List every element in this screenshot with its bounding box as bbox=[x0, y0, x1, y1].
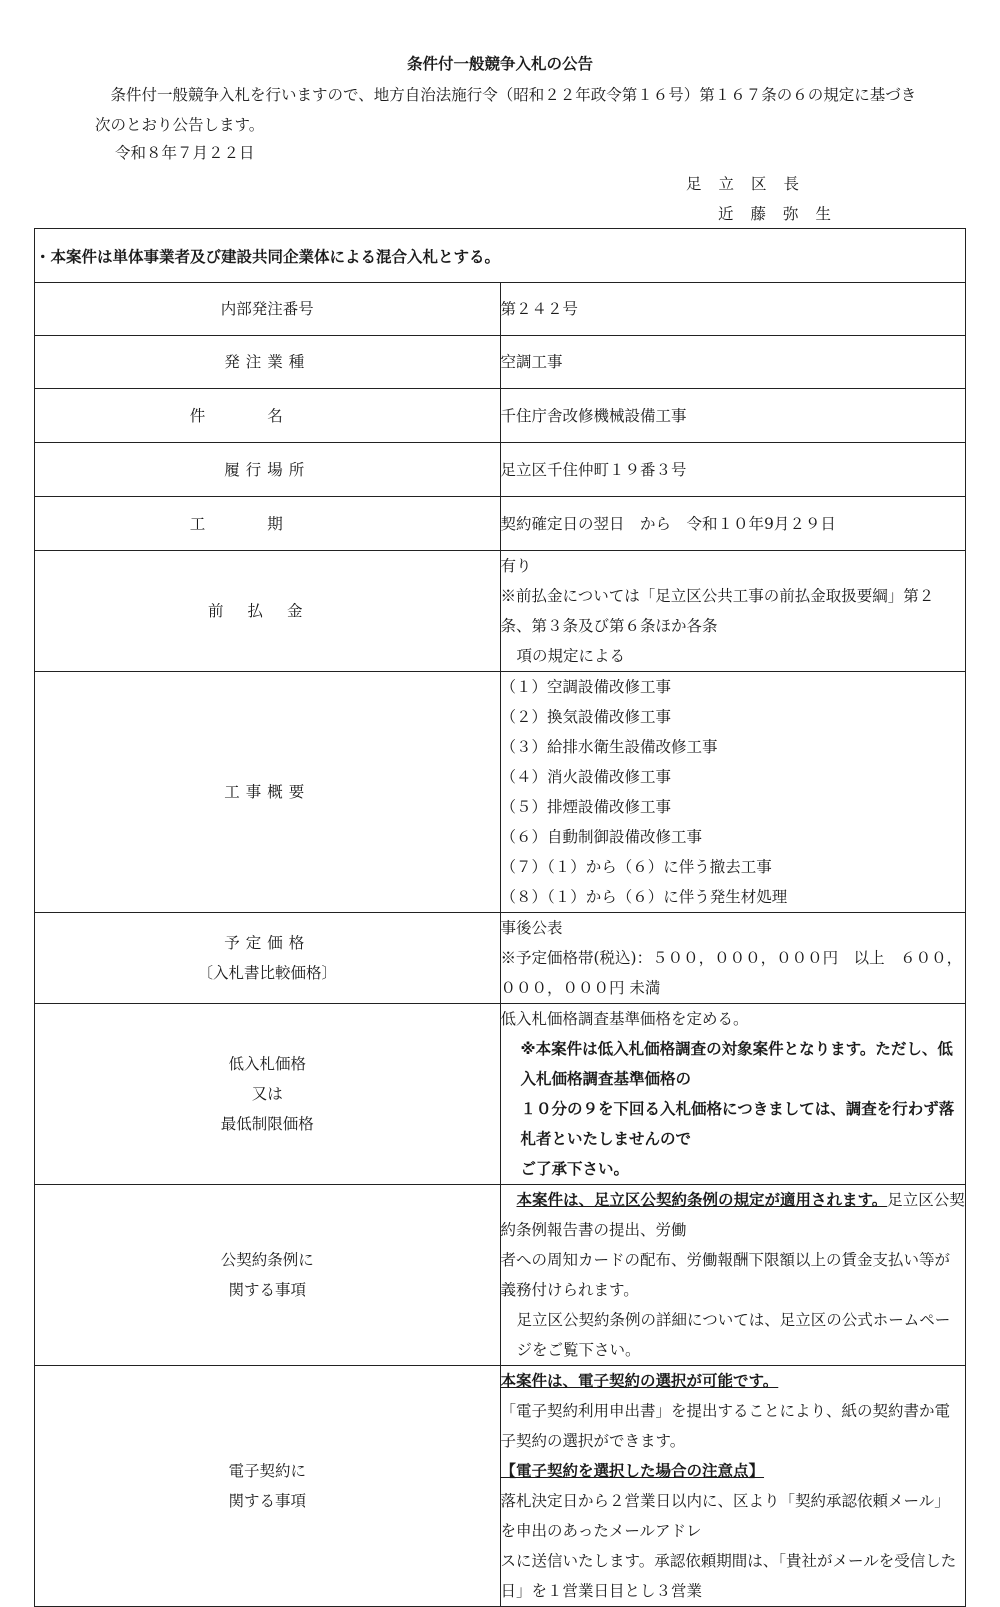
econtract-cell bbox=[500, 1366, 966, 1607]
overview-item: （２）換気設備改修工事 bbox=[500, 708, 672, 726]
issuer-name: 近藤弥生 bbox=[718, 205, 849, 223]
overview-item: （８）（１）から（６）に伴う発生材処理 bbox=[500, 888, 788, 906]
econtract-text-2: 落札決定日から２営業日以内に、区より「契約承認依頼メール」を申出のあったメールアドレ bbox=[500, 1492, 950, 1540]
overview-item: （７）（１）から（６）に伴う撤去工事 bbox=[500, 858, 772, 876]
overview-item: （３）給排水衛生設備改修工事 bbox=[500, 738, 718, 756]
overview-label: 工事概要 bbox=[35, 672, 501, 913]
low-bid-note-2: １０分の９を下回る入札価格につきましては、調査を行わず落札者といたしませんので bbox=[520, 1100, 955, 1148]
overview-item: （４）消火設備改修工事 bbox=[500, 768, 672, 786]
price-range-note: ※予定価格帯(税込)：５００，０００，０００円 以上 ６００，０００，０００円 未満 bbox=[500, 949, 963, 997]
project-name-label: 件名 bbox=[35, 389, 501, 443]
econtract-label-2: 関する事項 bbox=[228, 1492, 306, 1510]
tender-table bbox=[34, 228, 966, 1607]
price-label bbox=[35, 913, 501, 1004]
page-title: 条件付一般競争入札の公告 bbox=[406, 55, 593, 73]
advance-value: 有り bbox=[500, 557, 532, 575]
ordinance-text-3: 足立区公契約条例の詳細については、足立区の公式ホームページをご覧下さい。 bbox=[516, 1311, 951, 1359]
advance-note-1: ※前払金については「足立区公共工事の前払金取扱要綱」第２条、第３条及び第６条ほか各条 bbox=[500, 587, 935, 635]
category-value: 空調工事 bbox=[500, 336, 966, 389]
low-bid-value: 低入札価格調査基準価格を定める。 bbox=[500, 1010, 749, 1028]
low-bid-cell bbox=[500, 1004, 966, 1185]
econtract-label-1: 電子契約に bbox=[228, 1462, 306, 1480]
location-value: 足立区千住仲町１９番３号 bbox=[500, 443, 966, 497]
price-cell bbox=[500, 913, 966, 1004]
mixed-bid-notice: ・本案件は単体事業者及び建設共同企業体による混合入札とする。 bbox=[35, 229, 966, 283]
econtract-heading: 【電子契約を選択した場合の注意点】 bbox=[500, 1462, 765, 1480]
ordinance-label-2: 関する事項 bbox=[228, 1281, 306, 1299]
period-value: 契約確定日の翌日 から 令和１０年9月２９日 bbox=[500, 497, 966, 551]
ordinance-label bbox=[35, 1185, 501, 1366]
order-no-value: 第２４２号 bbox=[500, 283, 966, 336]
ordinance-text-2: 者への周知カードの配布、労働報酬下限額以上の賃金支払い等が義務付けられます。 bbox=[500, 1251, 951, 1299]
overview-item: （５）排煙設備改修工事 bbox=[500, 798, 672, 816]
advance-note-2: 項の規定による bbox=[516, 647, 626, 665]
order-no-label: 内部発注番号 bbox=[35, 283, 501, 336]
overview-item: （６）自動制御設備改修工事 bbox=[500, 828, 703, 846]
ordinance-emphasis: 本案件は、足立区公契約条例の規定が適用されます。 bbox=[516, 1191, 888, 1209]
low-bid-label-1: 低入札価格 bbox=[228, 1055, 306, 1073]
low-bid-label bbox=[35, 1004, 501, 1185]
low-bid-label-2: 又は bbox=[251, 1085, 283, 1103]
econtract-text-1: 「電子契約利用申出書」を提出することにより、紙の契約書か電子契約の選択ができます。 bbox=[500, 1402, 951, 1450]
overview-cell bbox=[500, 672, 966, 913]
category-label: 発注業種 bbox=[35, 336, 501, 389]
project-name-value: 千住庁舎改修機械設備工事 bbox=[500, 389, 966, 443]
econtract-emphasis: 本案件は、電子契約の選択が可能です。 bbox=[500, 1372, 779, 1390]
ordinance-text-1: 足立区公契約条例報告書の提出、労働 bbox=[500, 1191, 965, 1239]
advance-cell bbox=[500, 551, 966, 672]
ordinance-label-1: 公契約条例に bbox=[220, 1251, 314, 1269]
low-bid-label-3: 最低制限価格 bbox=[220, 1115, 314, 1133]
econtract-label bbox=[35, 1366, 501, 1607]
period-label: 工期 bbox=[35, 497, 501, 551]
intro-text: 条件付一般競争入札を行いますので、地方自治法施行令（昭和２２年政令第１６号）第１６７条の６の規定に基づき次のとおり公告します。 bbox=[95, 86, 917, 134]
location-label: 履行場所 bbox=[35, 443, 501, 497]
price-value: 事後公表 bbox=[500, 919, 563, 937]
low-bid-note-1: ※本案件は低入札価格調査の対象案件となります。ただし、低入札価格調査基準価格の bbox=[520, 1040, 953, 1088]
advance-label: 前払金 bbox=[35, 551, 501, 672]
low-bid-note-3: ご了承下さい。 bbox=[520, 1160, 630, 1178]
issuer-title: 足立区長 bbox=[686, 175, 817, 193]
price-label-2: 〔入札書比較価格〕 bbox=[197, 964, 337, 982]
econtract-text-3: スに送信いたします。承認依頼期間は、「貴社がメールを受信した日」を１営業日目とし３営業 bbox=[500, 1552, 957, 1600]
price-label-1: 予定価格 bbox=[224, 934, 311, 952]
overview-item: （１）空調設備改修工事 bbox=[500, 678, 672, 696]
notice-date: 令和８年７月２２日 bbox=[115, 144, 255, 162]
ordinance-cell bbox=[500, 1185, 966, 1366]
